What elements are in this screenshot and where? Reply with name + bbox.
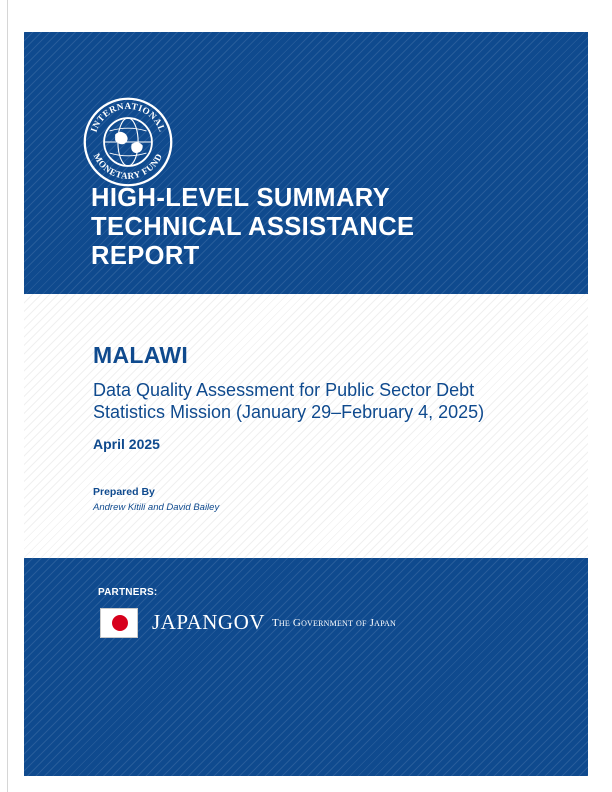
partners-label: PARTNERS: (98, 587, 158, 598)
partner-name: The Government of Japan (272, 617, 396, 629)
mission-title (93, 379, 563, 423)
svg-text:MONETARY FUND: MONETARY FUND (91, 151, 165, 181)
svg-text:INTERNATIONAL: INTERNATIONAL (88, 100, 168, 134)
mission-title-line: Data Quality Assessment for Public Sector Debt (93, 380, 475, 400)
mission-title-line: Statistics Mission (January 29–February 4, 2025) (93, 402, 485, 422)
imf-seal-icon (82, 96, 174, 188)
authors: Andrew Kitili and David Bailey (93, 502, 220, 513)
report-title-line: HIGH-LEVEL SUMMARY (91, 184, 391, 212)
report-title-line: TECHNICAL ASSISTANCE (91, 213, 415, 241)
country-name: MALAWI (93, 342, 189, 368)
report-date: April 2025 (93, 436, 160, 452)
report-title (91, 184, 551, 271)
partner-logo (100, 608, 410, 640)
page-edge (7, 0, 8, 792)
japan-flag-icon (100, 608, 138, 638)
report-title-line: REPORT (91, 242, 200, 270)
partner-logo-text: JAPANGOV (152, 610, 265, 634)
title-band (24, 32, 588, 294)
details-band (24, 294, 588, 558)
flag-disc (112, 615, 128, 631)
prepared-by-label: Prepared By (93, 486, 155, 498)
report-cover (24, 32, 588, 776)
